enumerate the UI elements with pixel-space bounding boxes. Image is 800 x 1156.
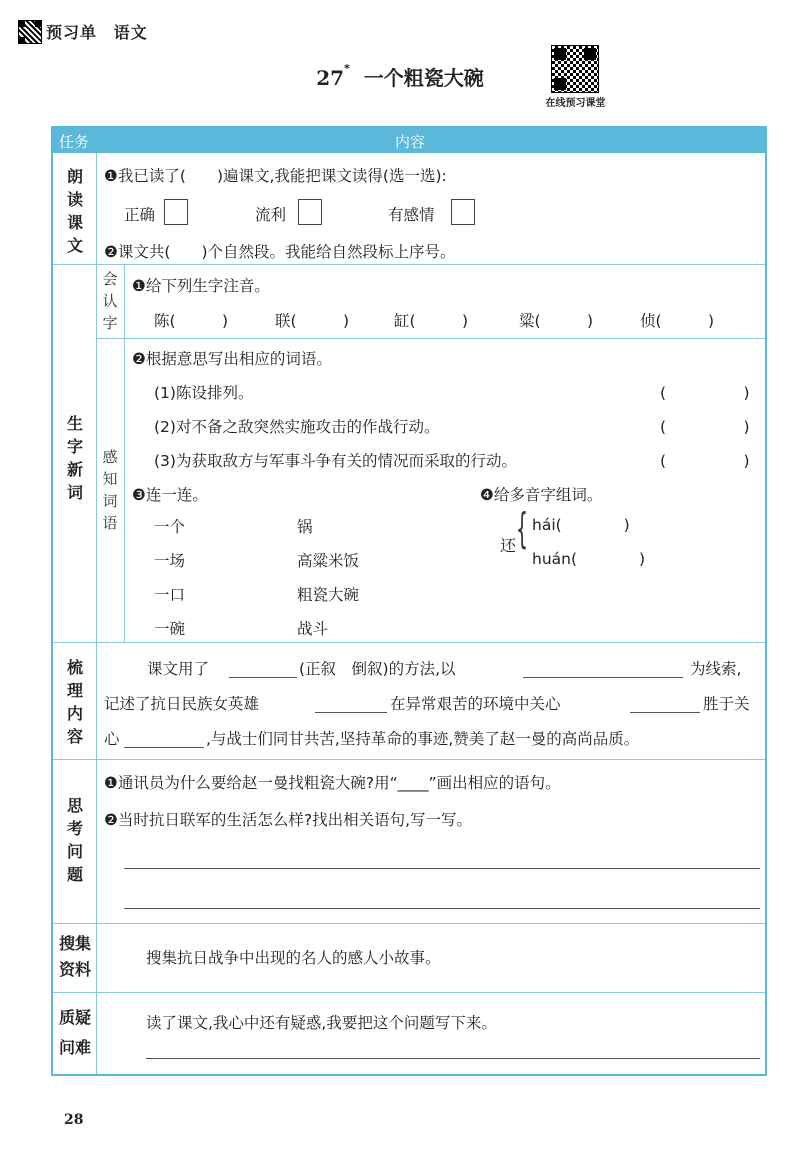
blank-line[interactable] [229, 677, 297, 678]
summary-text: 课文用了 [147, 660, 210, 678]
label-char: 会 [102, 270, 118, 288]
meaning-question: ❷根据意思写出相应的词语。 [132, 350, 332, 368]
read-question-1: ❶我已读了( )遍课文,我能把课文读得(选一选): [104, 167, 447, 185]
label-char: 生 [66, 414, 83, 433]
section-label-question [55, 1003, 95, 1063]
row-divider [53, 992, 765, 993]
char-item[interactable]: 侦( ) [640, 312, 715, 330]
label-char: 梳 [66, 658, 83, 677]
label-char: 知 [102, 470, 118, 488]
meaning-item: (3)为获取敌方与军事斗争有关的情况而采取的行动。 [154, 452, 517, 470]
section-label-summary [55, 656, 95, 748]
section-label-think [55, 794, 95, 886]
row-divider [53, 642, 765, 643]
label-char: 课 [66, 213, 83, 232]
match-question: ❸连一连。 [132, 486, 208, 504]
match-left-item[interactable]: 一个 [154, 518, 186, 536]
meaning-item: (2)对不备之敌突然实施攻击的作战行动。 [154, 418, 440, 436]
label-char: 新 [66, 460, 83, 479]
match-right-item[interactable]: 锅 [297, 518, 313, 536]
label-char: 读 [66, 190, 83, 209]
summary-text: 心 [104, 730, 120, 748]
option-label-correct: 正确 [124, 206, 156, 224]
label-text: 搜集 [58, 934, 91, 953]
label-char: 字 [66, 437, 83, 456]
question-text: 读了课文,我心中还有疑惑,我要把这个问题写下来。 [146, 1014, 497, 1032]
char-item[interactable]: 粱( ) [519, 312, 594, 330]
match-left-item[interactable]: 一口 [154, 586, 186, 604]
char-item[interactable]: 联( ) [275, 312, 350, 330]
label-text: 问难 [58, 1038, 91, 1057]
summary-text: 为线索, [690, 660, 742, 678]
label-char: 认 [102, 292, 118, 310]
section-label-read [55, 165, 95, 257]
row-divider [96, 338, 765, 339]
char-item[interactable]: 缸( ) [394, 312, 469, 330]
label-char: 语 [102, 514, 118, 532]
label-char: 词 [66, 483, 83, 502]
header-type: 预习单 [46, 23, 98, 42]
match-left-item[interactable]: 一碗 [154, 620, 186, 638]
label-char: 字 [102, 314, 118, 332]
label-char: 容 [66, 727, 83, 746]
online-class-qr-icon[interactable] [551, 45, 599, 93]
label-char: 感 [102, 448, 118, 466]
match-right-item[interactable]: 战斗 [297, 620, 329, 638]
page-header [46, 20, 158, 43]
section-label-words [55, 412, 95, 504]
summary-text: 在异常艰苦的环境中关心 [390, 695, 561, 713]
checkbox-correct[interactable] [164, 199, 188, 225]
match-left-item[interactable]: 一场 [154, 552, 186, 570]
blank-line[interactable] [124, 747, 204, 748]
answer-paren[interactable]: ( ) [660, 418, 750, 436]
qr-label: 在线预习课堂 [545, 98, 606, 109]
lesson-star: * [344, 62, 350, 75]
lesson-title-text: 一个粗瓷大碗 [363, 66, 484, 90]
blank-line[interactable] [630, 712, 700, 713]
char-item[interactable]: 陈( ) [154, 312, 229, 330]
column-divider [96, 153, 97, 1074]
summary-text: (正叙 倒叙)的方法,以 [299, 660, 456, 678]
header-task: 任务 [59, 133, 90, 151]
label-char: 问 [66, 842, 83, 861]
match-right-item[interactable]: 粗瓷大碗 [297, 586, 360, 604]
label-text: 资料 [58, 960, 91, 979]
sub-column-divider [124, 264, 125, 642]
label-char: 理 [66, 681, 83, 700]
lesson-number: 27 [316, 66, 345, 90]
summary-text: 记述了抗日民族女英雄 [104, 695, 260, 713]
blank-line[interactable] [523, 677, 683, 678]
sub-label-recognize [98, 268, 122, 334]
brace-icon: { [516, 504, 529, 553]
header-subject: 语文 [113, 23, 148, 42]
section-label-collect [55, 931, 95, 983]
label-char: 朗 [66, 167, 83, 186]
match-right-item[interactable]: 高粱米饭 [297, 552, 360, 570]
answer-line[interactable] [124, 868, 760, 869]
page-number: 28 [64, 1112, 84, 1128]
label-char: 考 [66, 819, 83, 838]
checkbox-emotional[interactable] [451, 199, 475, 225]
answer-paren[interactable]: ( ) [660, 452, 750, 470]
answer-paren[interactable]: ( ) [660, 384, 750, 402]
label-char: 题 [66, 865, 83, 884]
answer-line[interactable] [124, 908, 760, 909]
row-divider [53, 759, 765, 760]
checkbox-fluent[interactable] [298, 199, 322, 225]
collect-text: 搜集抗日战争中出现的名人的感人小故事。 [146, 949, 441, 967]
label-char: 文 [66, 236, 83, 255]
label-text: 质疑 [58, 1008, 91, 1027]
sub-label-perceive [98, 446, 122, 534]
label-char: 内 [66, 704, 83, 723]
read-question-2: ❷课文共( )个自然段。我能给自然段标上序号。 [104, 243, 456, 261]
option-label-fluent: 流利 [255, 206, 287, 224]
pinyin-hai[interactable]: hái( ) [532, 516, 630, 534]
label-char: 词 [102, 492, 118, 510]
option-label-emotional: 有感情 [388, 206, 435, 224]
table-header [53, 128, 765, 153]
pinyin-huan[interactable]: huán( ) [532, 550, 646, 568]
summary-text: 胜于关 [703, 695, 750, 713]
think-question-1: ❶通讯员为什么要给赵一曼找粗瓷大碗?用“____”画出相应的语句。 [104, 774, 561, 792]
polyphone-question: ❹给多音字组词。 [480, 486, 603, 504]
blank-line[interactable] [315, 712, 387, 713]
row-divider [53, 264, 765, 265]
answer-line[interactable] [146, 1058, 760, 1059]
header-content: 内容 [395, 133, 426, 151]
summary-text: ,与战士们同甘共苦,坚持革命的事迹,赞美了赵一曼的高尚品质。 [206, 730, 640, 748]
meaning-item: (1)陈设排列。 [154, 384, 254, 402]
pinyin-question: ❶给下列生字注音。 [132, 277, 270, 295]
qr-code-icon [18, 20, 42, 44]
lesson-title [0, 62, 800, 91]
label-char: 思 [66, 796, 83, 815]
row-divider [53, 923, 765, 924]
polyphone-char: 还 [500, 536, 517, 555]
think-question-2: ❷当时抗日联军的生活怎么样?找出相关语句,写一写。 [104, 811, 473, 829]
